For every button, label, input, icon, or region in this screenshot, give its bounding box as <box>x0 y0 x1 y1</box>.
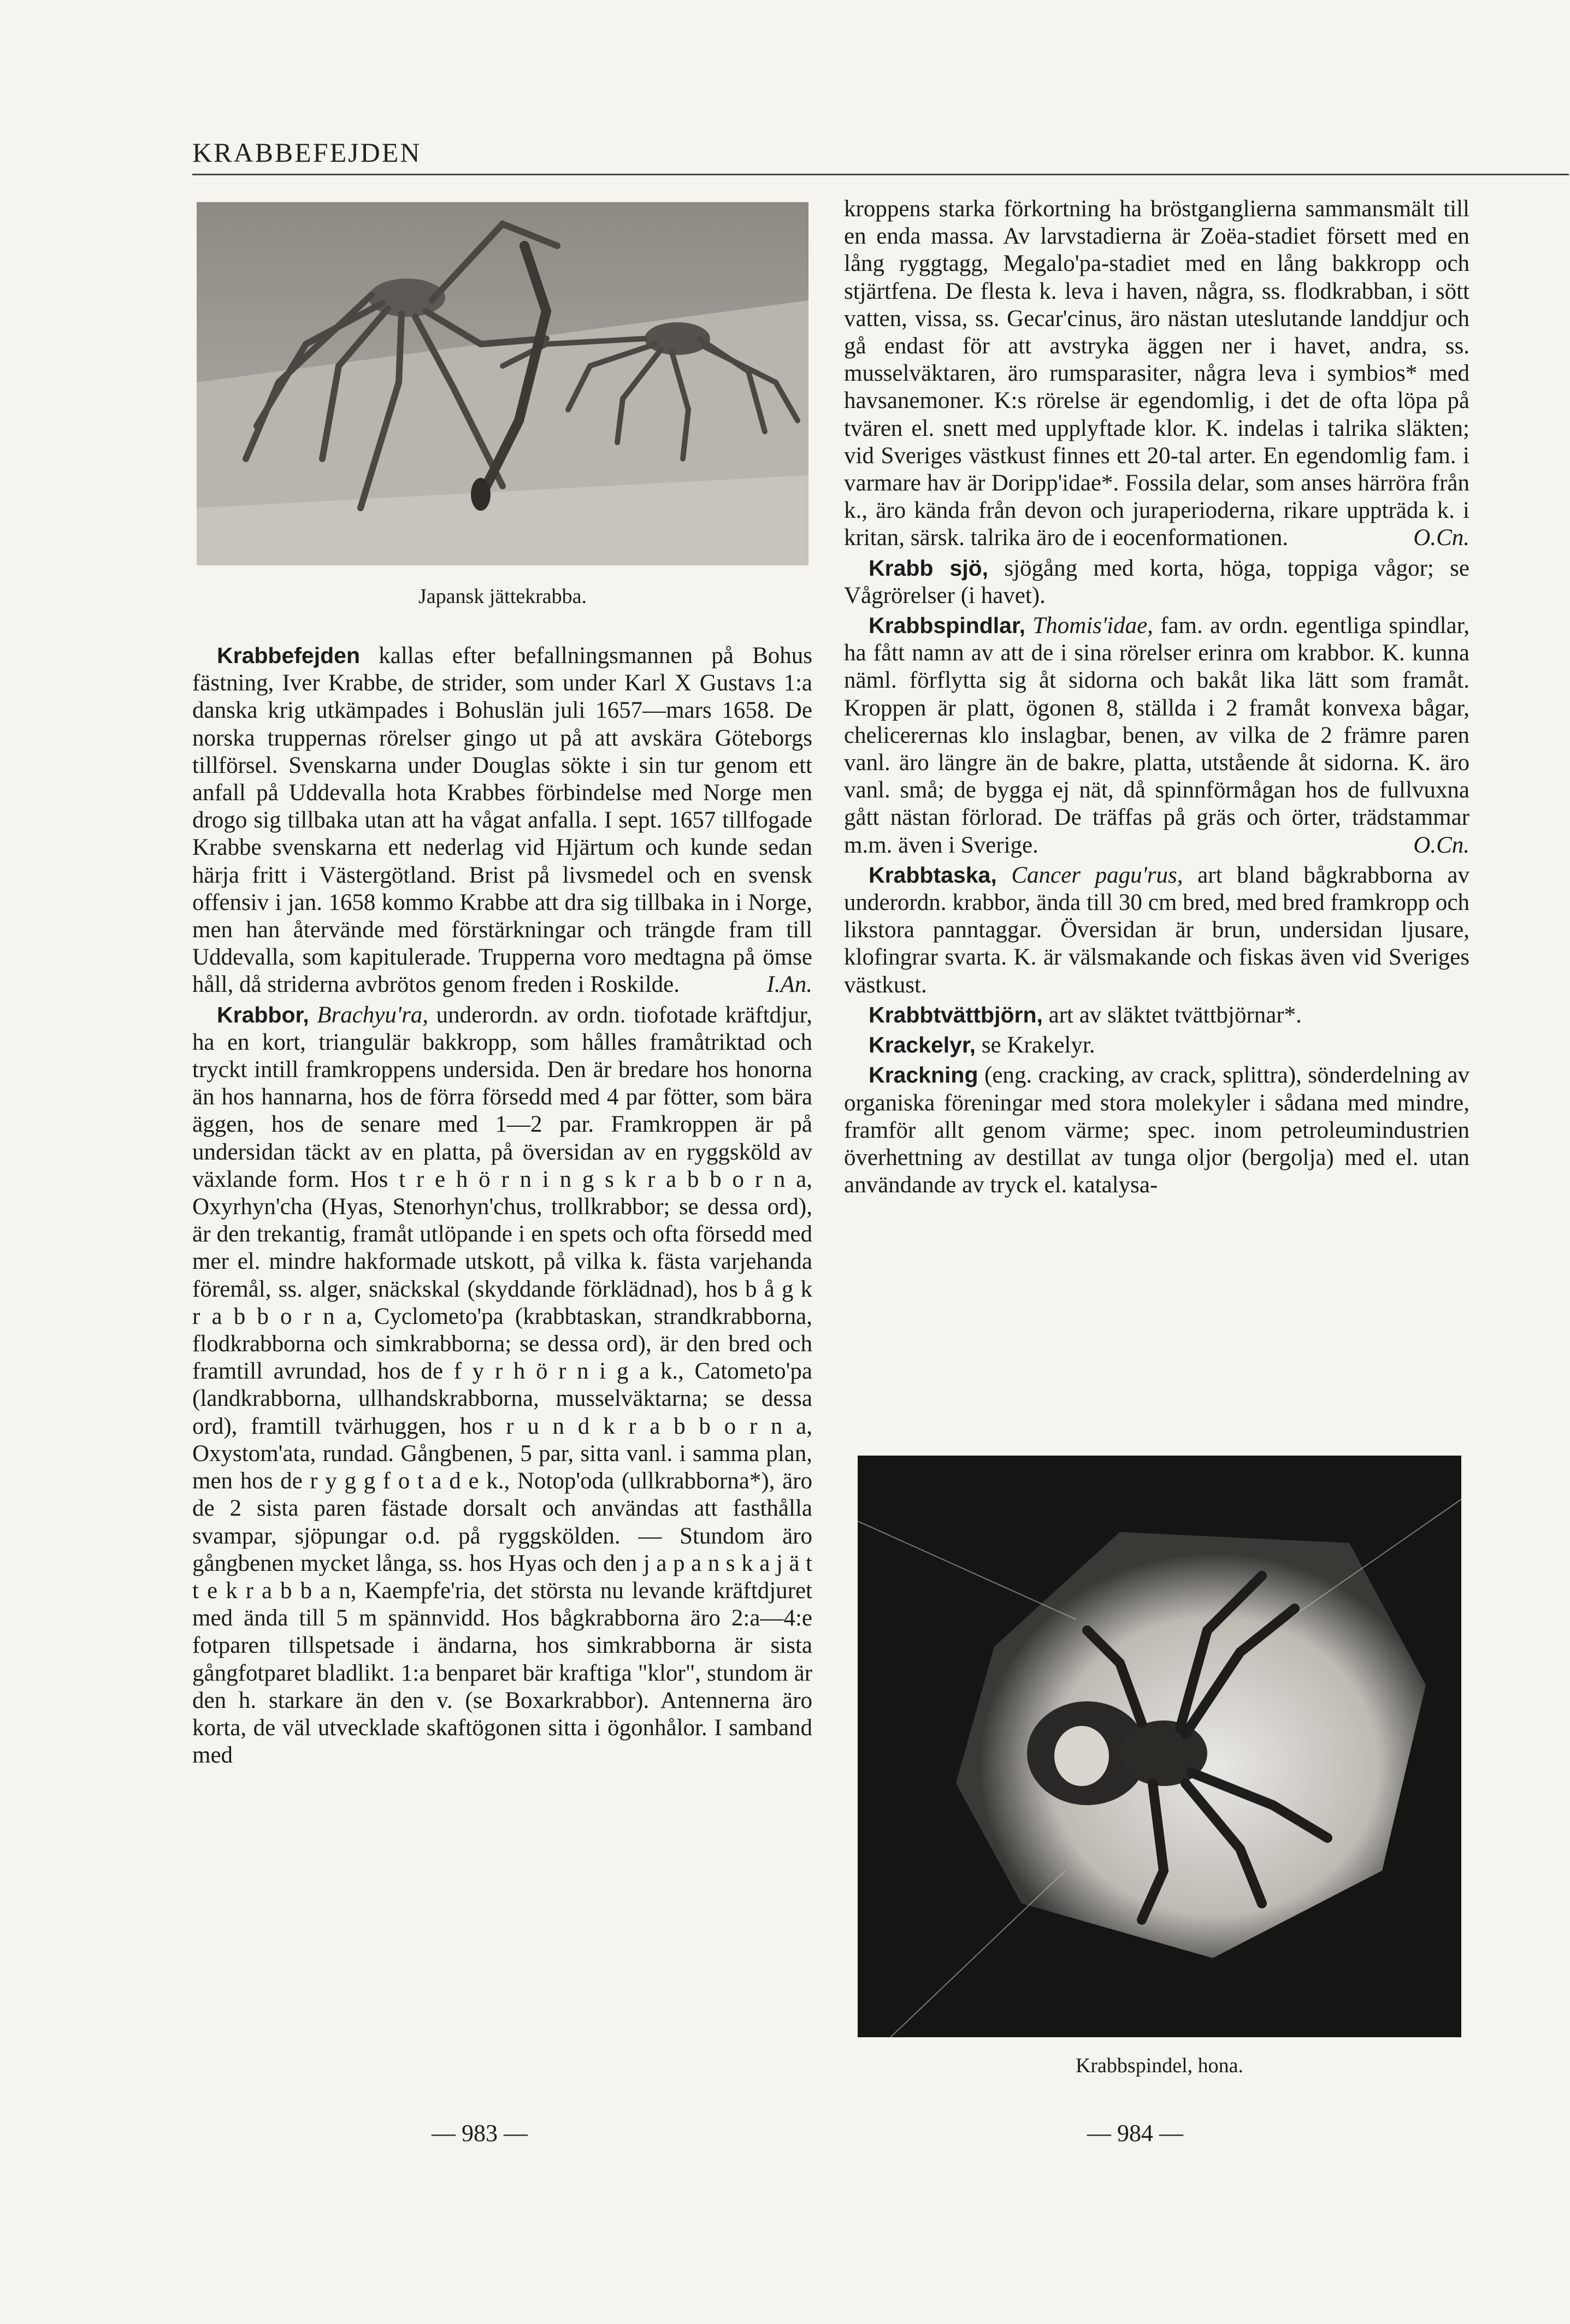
entry-krabbtaska <box>844 861 1469 999</box>
entry-text-krackning: (eng. cracking, av crack, splittra), sönderdelning av organiska föreningar med stora molekyler i sådana med mindre, framför allt genom värme; spec. inom petroleumindustrien överhettning av destillat av tunga oljor (bergolja) med el. utan användande av tryck el. katalysa- <box>844 1062 1469 1198</box>
headword-krabbor: Krabbor, <box>217 1002 309 1027</box>
entry-krackelyr <box>844 1031 1469 1059</box>
spider-illustration <box>858 1456 1461 2037</box>
page-number-right: — 984 — <box>1087 2120 1183 2146</box>
crab-spider-photo <box>858 1456 1461 2037</box>
header-rule <box>192 174 1569 175</box>
entry-krabbefejden <box>192 642 812 999</box>
entry-text-krabbor: underordn. av ordn. tiofotade kräftdjur, ha en kort, triangulär bakkropp, som hålles framåtriktad och tryckt intill framkroppens undersida. Den är bredare hos honorna än hos hannarna, hos de förra försedd med 4 par fötter, som bära äggen, hos de senare med 1—2 par. Framkroppen är på undersidan täckt av en platta, på översidan av en ryggsköld av växlande form. Hos t r e h ö r n i n g s k r a b b o r n a, Oxyrhyn'cha (Hyas, Stenorhyn'chus, trollkrabbor; se dessa ord), är den trekantig, framåt utlöpande i en spets och ofta försedd med mer el. mindre hakformade utskott, på vilka k. fästa varjehanda föremål, ss. alger, snäckskal (skyddande förklädnad), hos b å g k r a b b o r n a, Cyclometo'pa (krabbtaskan, strandkrabborna, flodkrabborna och simkrabborna; se dessa ord), är den bred och framtill avrundad, hos de f y r h ö r n i g a k., Catometo'pa (landkrabborna, ullhandskrabborna, musselväktarna; se dessa ord), framtill tvärhuggen, hos r u n d k r a b b o r n a, Oxystom'ata, rundad. Gångbenen, 5 par, sitta vanl. i samma plan, men hos de r y g g f o t a d e k., Notop'oda (ullkrabborna*), äro de 2 sista paren fästade dorsalt och användas att fasthålla svampar, sjöpungar o.d. på ryggskölden. — Stundom äro gångbenen mycket långa, ss. hos Hyas och den j a p a n s k a j ä t t e k r a b b a n, Kaempfe'ria, det största nu levande kräftdjuret med ända till 5 m spännvidd. Hos bågkrabborna äro 2:a—4:e fotparen tillspetsade i ändarna, hos simkrabborna är sista gångfotparet bladlikt. 1:a benparet bär kraftiga "klor", stundom är den h. starkare än den v. (se Boxarkrabbor). Antennerna äro korta, de väl utvecklade skaftögonen sitta i ögonhålor. I samband med <box>192 1002 812 1769</box>
headword-krackelyr: Krackelyr, <box>869 1032 976 1058</box>
entry-text-krabbefejden: kallas efter befallningsmannen på Bohus fästning, Iver Krabbe, de strider, som under Karl X Gustavs 1:a danska krig utkämpades i Bohuslän juli 1657—mars 1658. De norska truppernas rörelser gingo ut på att avskära Göteborgs tillförsel. Svenskarna under Douglas sökte i sin tur genom ett anfall på Uddevalla hota Krabbes förbindelse med Norge men drogo sig tillbaka utan att ha vågat anfalla. I sept. 1657 tillfogade Krabbe svenskarna ett nederlag vid Hjärtum och kunde sedan härja fritt i Västergötland. Brist på livsmedel och en svensk offensiv i jan. 1658 kommo Krabbe att dra sig tillbaka in i Norge, men han återvände med förstärkningar och trängde fram till Uddevalla, som kapitulerade. Trupperna voro medtagna på ömse håll, då striderna avbrötos genom freden i Roskilde. <box>192 643 812 998</box>
entry-text-krabbor-continued: kroppens starka förkortning ha bröstganglierna sammansmält till en enda massa. Av larvstadierna är Zoëa-stadiet försett med en lång ryggtagg, Megalo'pa-stadiet med en lång bakkropp och stjärtfena. De flesta k. leva i haven, några, ss. flodkrabban, i sött vatten, vissa, ss. Gecar'cinus, äro nästan uteslutande landdjur och gå endast för att avstryka äggen ner i havet, andra, ss. musselväktaren, äro rumsparasiter, några leva i symbios* med havsanemoner. K:s rörelse är egendomlig, i det de ofta löpa på tvären el. snett med upplyftade klor. K. indelas i talrika släkten; vid Sveriges västkust finnes ett 20-tal arter. En egendomlig fam. i varmare hav är Doripp'idae*. Fossila delar, som anses härröra från k., äro kända från devon och juraperioderna, rikare uppträda k. i kritan, särsk. talrika äro de i eocenformationen. <box>844 196 1469 551</box>
crab-illustration <box>197 202 808 565</box>
entry-text-krabbspindlar: fam. av ordn. egentliga spindlar, ha fått namn av att de i sina rörelser erinra om krabbor. K. kunna näml. förflytta sig åt sidorna och bakåt lika lätt som framåt. Kroppen är platt, ögonen 8, ställda i 2 framåt konvexa bågar, chelicerernas klo inslagbar, benen, av vilka de 2 främre paren vanl. äro längre än de bakre, platta, utstående åt sidorna. K. äro vanl. små; de bygga ej nät, då spinnförmågan hos de fullvuxna gått nästan förlorad. De träffas på gräs och örter, trädstammar m.m. även i Sverige. <box>844 613 1469 858</box>
entry-text-krabb-sjo: sjögång med korta, höga, toppiga vågor; se Vågrörelser (i havet). <box>844 555 1469 608</box>
signature-krabbspindlar: O.Cn. <box>1413 832 1469 858</box>
entry-krabb-sjo <box>844 554 1469 610</box>
headword-krabb-sjo: Krabb sjö, <box>869 555 989 581</box>
entry-krabbor-continued <box>844 196 1469 552</box>
left-column <box>192 642 812 1771</box>
page-header-title: KRABBEFEJDEN <box>192 137 422 168</box>
signature-krabbefejden: I.An. <box>766 972 812 998</box>
headword-krabbefejden: Krabbefejden <box>217 643 360 668</box>
entry-text-krabbtaska: art bland bågkrabborna av underordn. krabbor, ända till 30 cm bred, med bred framkropp och likstora panntaggar. Översidan är brun, undersidan ljusare, klofingrar svarta. K. är välsmakande och fiskas även vid Sveriges västkust. <box>844 862 1469 998</box>
headword-krackning: Krackning <box>869 1062 978 1088</box>
entry-krabbor <box>192 1001 812 1770</box>
latin-krabbspindlar: Thomis'idae, <box>1025 613 1153 639</box>
headword-krabbtvattbjorn: Krabbtvättbjörn, <box>869 1002 1043 1027</box>
right-column <box>844 196 1469 1201</box>
spider-caption: Krabbspindel, hona. <box>1075 2054 1244 2077</box>
page-number-left: — 983 — <box>432 2120 528 2146</box>
entry-krabbspindlar <box>844 612 1469 859</box>
crab-caption: Japansk jättekrabba. <box>418 585 587 608</box>
entry-text-krackelyr: se Krakelyr. <box>976 1032 1095 1058</box>
japanese-spider-crab-photo <box>197 202 808 565</box>
latin-krabbor: Brachyu'ra, <box>309 1002 429 1028</box>
headword-krabbspindlar: Krabbspindlar, <box>869 613 1026 638</box>
latin-krabbtaska: Cancer pagu'rus, <box>996 862 1183 888</box>
headword-krabbtaska: Krabbtaska, <box>869 862 997 888</box>
signature-krabbor: O.Cn. <box>1413 525 1469 551</box>
entry-krackning <box>844 1061 1469 1199</box>
entry-text-krabbtvattbjorn: art av släktet tvättbjörnar*. <box>1042 1002 1302 1028</box>
entry-krabbtvattbjorn <box>844 1001 1469 1029</box>
